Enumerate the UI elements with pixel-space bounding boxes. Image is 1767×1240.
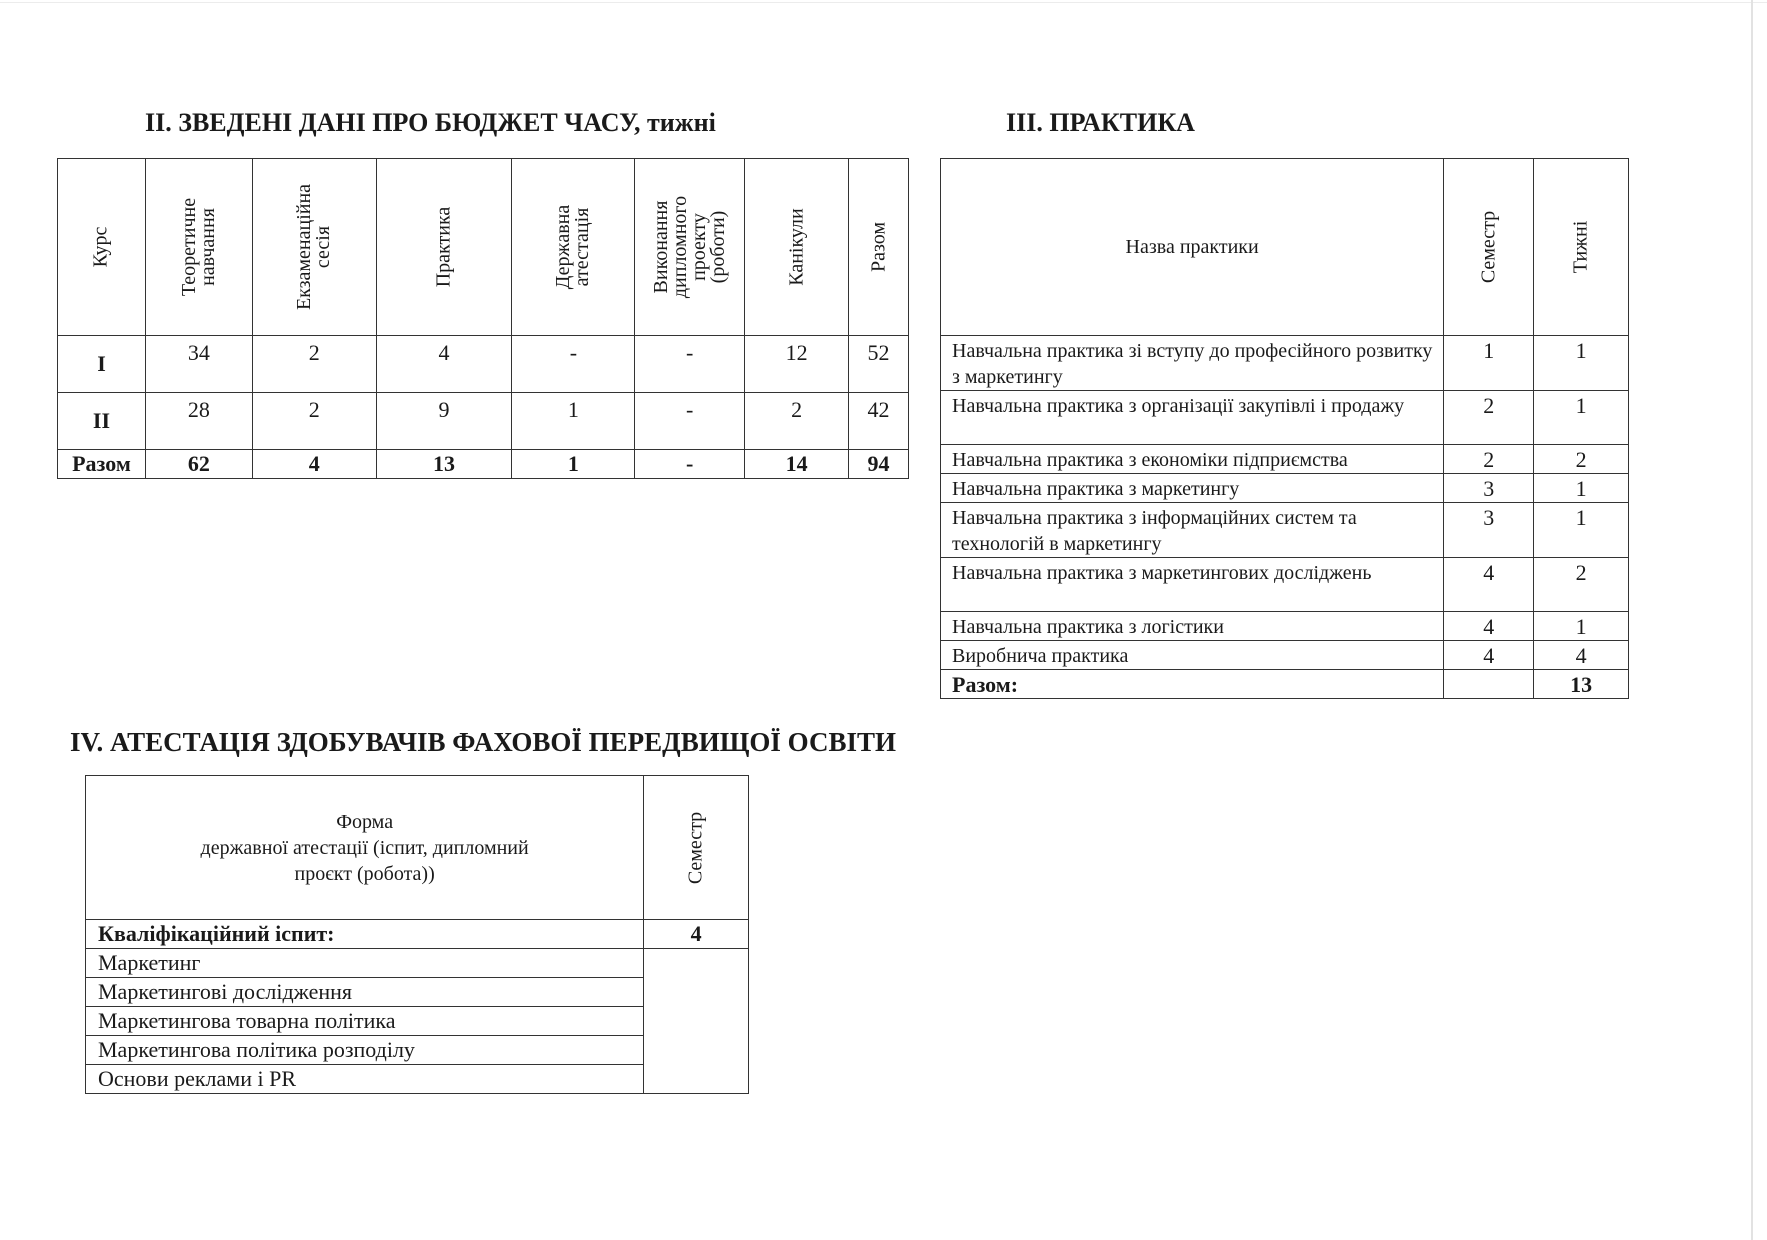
table-row (941, 445, 1629, 474)
table-cell: 13 (376, 450, 512, 479)
table-cell: - (635, 336, 745, 393)
table-cell: - (635, 450, 745, 479)
attestation-section-title: IV. АТЕСТАЦІЯ ЗДОБУВАЧІВ ФАХОВОЇ ПЕРЕДВИЩОЇ ОСВІТИ (70, 727, 897, 757)
table-cell: 2 (252, 393, 376, 450)
total-label: Разом: (941, 670, 1444, 699)
form-header-cell: Форма державної атестації (іспит, дипломний проєкт (робота)) (86, 776, 644, 920)
header-cell: Курс (58, 159, 146, 336)
subject-name: Маркетинг (86, 949, 644, 978)
table-cell (1444, 670, 1534, 699)
subject-name: Основи реклами і PR (86, 1065, 644, 1094)
subject-name: Маркетингові дослідження (86, 978, 644, 1007)
total-label: Разом (58, 450, 146, 479)
table-header-row (86, 776, 749, 920)
table-cell: 1 (1444, 336, 1534, 391)
table-row (941, 558, 1629, 612)
header-cell: Семестр (1444, 159, 1534, 336)
practice-name: Виробнича практика (941, 641, 1444, 670)
header-cell: Назва практики (941, 159, 1444, 336)
header-cell: Державна атестація (512, 159, 635, 336)
table-row (941, 391, 1629, 445)
table-cell: 9 (376, 393, 512, 450)
table-cell: 3 (1444, 503, 1534, 558)
table-cell: 14 (745, 450, 849, 479)
total-row (58, 450, 909, 479)
table-header-row (58, 159, 909, 336)
subject-row (86, 949, 749, 978)
table-cell: - (512, 336, 635, 393)
table-cell: 2 (745, 393, 849, 450)
exam-label: Кваліфікаційний іспит: (86, 920, 644, 949)
exam-row (86, 920, 749, 949)
practice-name: Навчальна практика з логістики (941, 612, 1444, 641)
time-budget-table (57, 158, 909, 479)
header-cell: Разом (849, 159, 909, 336)
table-cell: 13 (1534, 670, 1629, 699)
practice-name: Навчальна практика з маркетингу (941, 474, 1444, 503)
practice-section-title: III. ПРАКТИКА (1006, 108, 1195, 137)
practice-name: Навчальна практика з інформаційних систем та технологій в маркетингу (941, 503, 1444, 558)
table-cell: 3 (1444, 474, 1534, 503)
table-cell: 4 (1444, 641, 1534, 670)
header-cell: Виконання дипломного проекту (роботи) (635, 159, 745, 336)
table-cell: 1 (1534, 503, 1629, 558)
header-cell: Канікули (745, 159, 849, 336)
table-cell: 42 (849, 393, 909, 450)
table-cell: 4 (252, 450, 376, 479)
table-header-row (941, 159, 1629, 336)
table-cell: 4 (376, 336, 512, 393)
table-cell: 2 (252, 336, 376, 393)
attestation-table (85, 775, 749, 1094)
course-cell: I (58, 336, 146, 393)
table-cell: 2 (1444, 391, 1534, 445)
header-cell: Теоретичне навчання (145, 159, 252, 336)
practice-name: Навчальна практика з маркетингових досліджень (941, 558, 1444, 612)
header-cell: Тижні (1534, 159, 1629, 336)
table-cell: 34 (145, 336, 252, 393)
table-row (941, 503, 1629, 558)
table-cell: 4 (1444, 558, 1534, 612)
exam-semester: 4 (644, 920, 749, 949)
course-cell: II (58, 393, 146, 450)
table-cell: 1 (1534, 612, 1629, 641)
budget-section-title: II. ЗВЕДЕНІ ДАНІ ПРО БЮДЖЕТ ЧАСУ, тижні (145, 108, 716, 137)
practice-name: Навчальна практика з економіки підприємства (941, 445, 1444, 474)
table-row (58, 393, 909, 450)
table-row (941, 612, 1629, 641)
total-row (941, 670, 1629, 699)
subject-name: Маркетингова політика розподілу (86, 1036, 644, 1065)
table-cell: 52 (849, 336, 909, 393)
table-cell: 94 (849, 450, 909, 479)
table-cell: - (635, 393, 745, 450)
table-row (941, 474, 1629, 503)
practice-name: Навчальна практика з організації закупівлі і продажу (941, 391, 1444, 445)
page-top-edge (0, 2, 1767, 3)
subject-name: Маркетингова товарна політика (86, 1007, 644, 1036)
table-cell: 2 (1444, 445, 1534, 474)
table-cell: 2 (1534, 445, 1629, 474)
semester-header-cell: Семестр (644, 776, 749, 920)
practice-name: Навчальна практика зі вступу до професійного розвитку з маркетингу (941, 336, 1444, 391)
table-cell: 12 (745, 336, 849, 393)
table-cell: 1 (512, 393, 635, 450)
table-cell: 62 (145, 450, 252, 479)
table-cell: 1 (1534, 391, 1629, 445)
table-row (941, 336, 1629, 391)
practice-table (940, 158, 1629, 699)
page-right-edge (1751, 0, 1753, 1240)
table-row (941, 641, 1629, 670)
table-cell: 1 (1534, 336, 1629, 391)
table-cell: 1 (1534, 474, 1629, 503)
table-cell: 4 (1534, 641, 1629, 670)
table-cell: 2 (1534, 558, 1629, 612)
semester-empty-cell (644, 949, 749, 1094)
table-cell: 4 (1444, 612, 1534, 641)
header-cell: Екзаменаційна сесія (252, 159, 376, 336)
table-cell: 28 (145, 393, 252, 450)
table-row (58, 336, 909, 393)
table-cell: 1 (512, 450, 635, 479)
header-cell: Практика (376, 159, 512, 336)
